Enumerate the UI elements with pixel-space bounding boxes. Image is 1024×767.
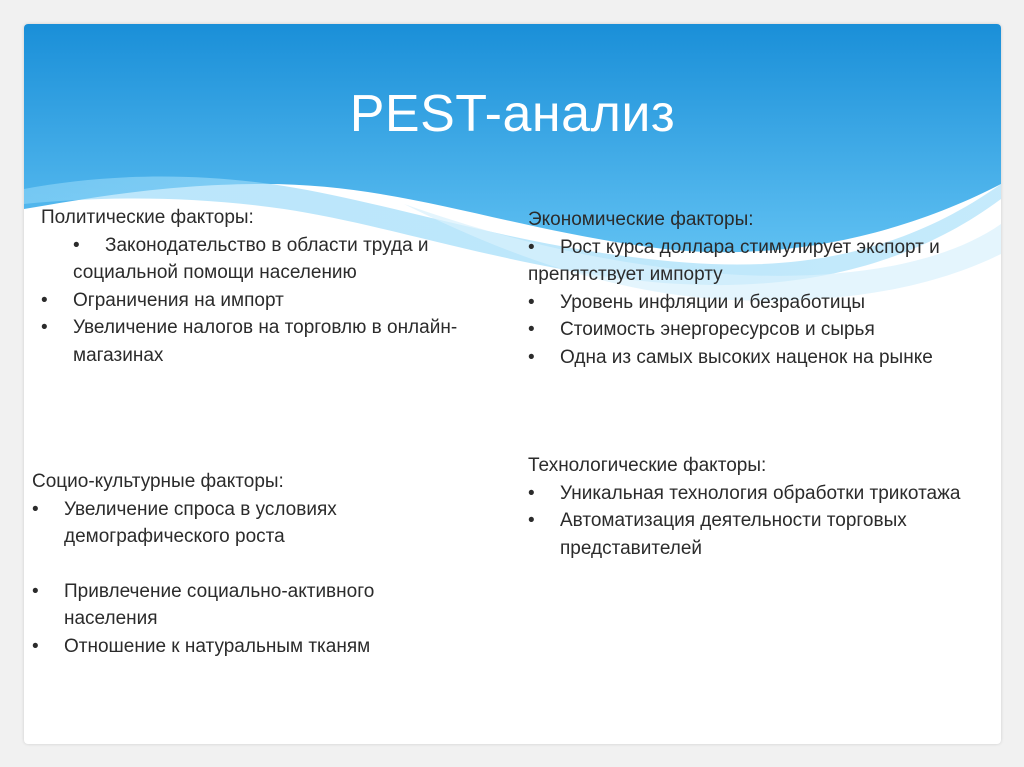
list-item bbox=[528, 234, 993, 289]
economic-header: Экономические факторы: bbox=[528, 209, 754, 230]
technological-factors-block bbox=[528, 452, 988, 562]
item-text: Привлечение социально-активного населения bbox=[64, 580, 375, 629]
list-item bbox=[528, 507, 988, 562]
bullet-icon: • bbox=[528, 319, 535, 340]
bullet-icon: • bbox=[528, 510, 535, 531]
list-item bbox=[528, 289, 993, 317]
bullet-icon: • bbox=[41, 317, 48, 338]
item-text: Законодательство в области труда и социальной помощи населению bbox=[73, 234, 429, 283]
political-list bbox=[41, 232, 481, 370]
economic-list bbox=[528, 234, 993, 372]
political-header: Политические факторы: bbox=[41, 207, 254, 228]
slide-title: PEST-анализ bbox=[349, 85, 676, 143]
list-item bbox=[32, 633, 472, 661]
social-list bbox=[32, 496, 472, 661]
bullet-icon: • bbox=[41, 289, 48, 311]
bullet-icon: • bbox=[32, 498, 39, 520]
list-item bbox=[32, 578, 472, 633]
item-text: Ограничения на импорт bbox=[73, 289, 284, 311]
item-text: Автоматизация деятельности торговых представителей bbox=[560, 510, 907, 559]
technological-header: Технологические факторы: bbox=[528, 455, 767, 476]
item-text: Одна из самых высоких наценок на рынке bbox=[560, 346, 933, 368]
list-item bbox=[41, 287, 481, 315]
item-text: Увеличение налогов на торговлю в онлайн-магазинах bbox=[73, 317, 458, 366]
item-text: Стоимость энергоресурсов и сырья bbox=[560, 319, 875, 340]
bullet-icon: • bbox=[528, 291, 535, 313]
political-factors-block bbox=[41, 204, 481, 369]
list-item bbox=[41, 232, 481, 287]
list-item bbox=[528, 316, 993, 344]
slide bbox=[24, 24, 1001, 744]
list-item bbox=[528, 344, 993, 372]
list-item bbox=[41, 314, 481, 369]
bullet-icon: • bbox=[528, 346, 535, 368]
item-text: Уникальная технология обработки трикотажа bbox=[560, 482, 961, 504]
list-item bbox=[528, 480, 988, 508]
technological-list bbox=[528, 480, 988, 563]
bullet-icon: • bbox=[528, 482, 535, 504]
list-item bbox=[32, 496, 472, 551]
social-header: Социо-культурные факторы: bbox=[32, 471, 284, 492]
bullet-icon: • bbox=[73, 234, 80, 256]
item-text: Уровень инфляции и безработицы bbox=[560, 291, 865, 313]
bullet-icon: • bbox=[32, 580, 39, 602]
bullet-icon: • bbox=[528, 236, 535, 258]
item-text: Увеличение спроса в условиях демографического роста bbox=[64, 498, 337, 547]
social-factors-block bbox=[32, 468, 472, 660]
bullet-icon: • bbox=[32, 635, 39, 657]
item-text: Рост курса доллара стимулирует экспорт и препятствует импорту bbox=[528, 236, 940, 285]
economic-factors-block bbox=[528, 206, 993, 371]
item-text: Отношение к натуральным тканям bbox=[64, 635, 371, 657]
